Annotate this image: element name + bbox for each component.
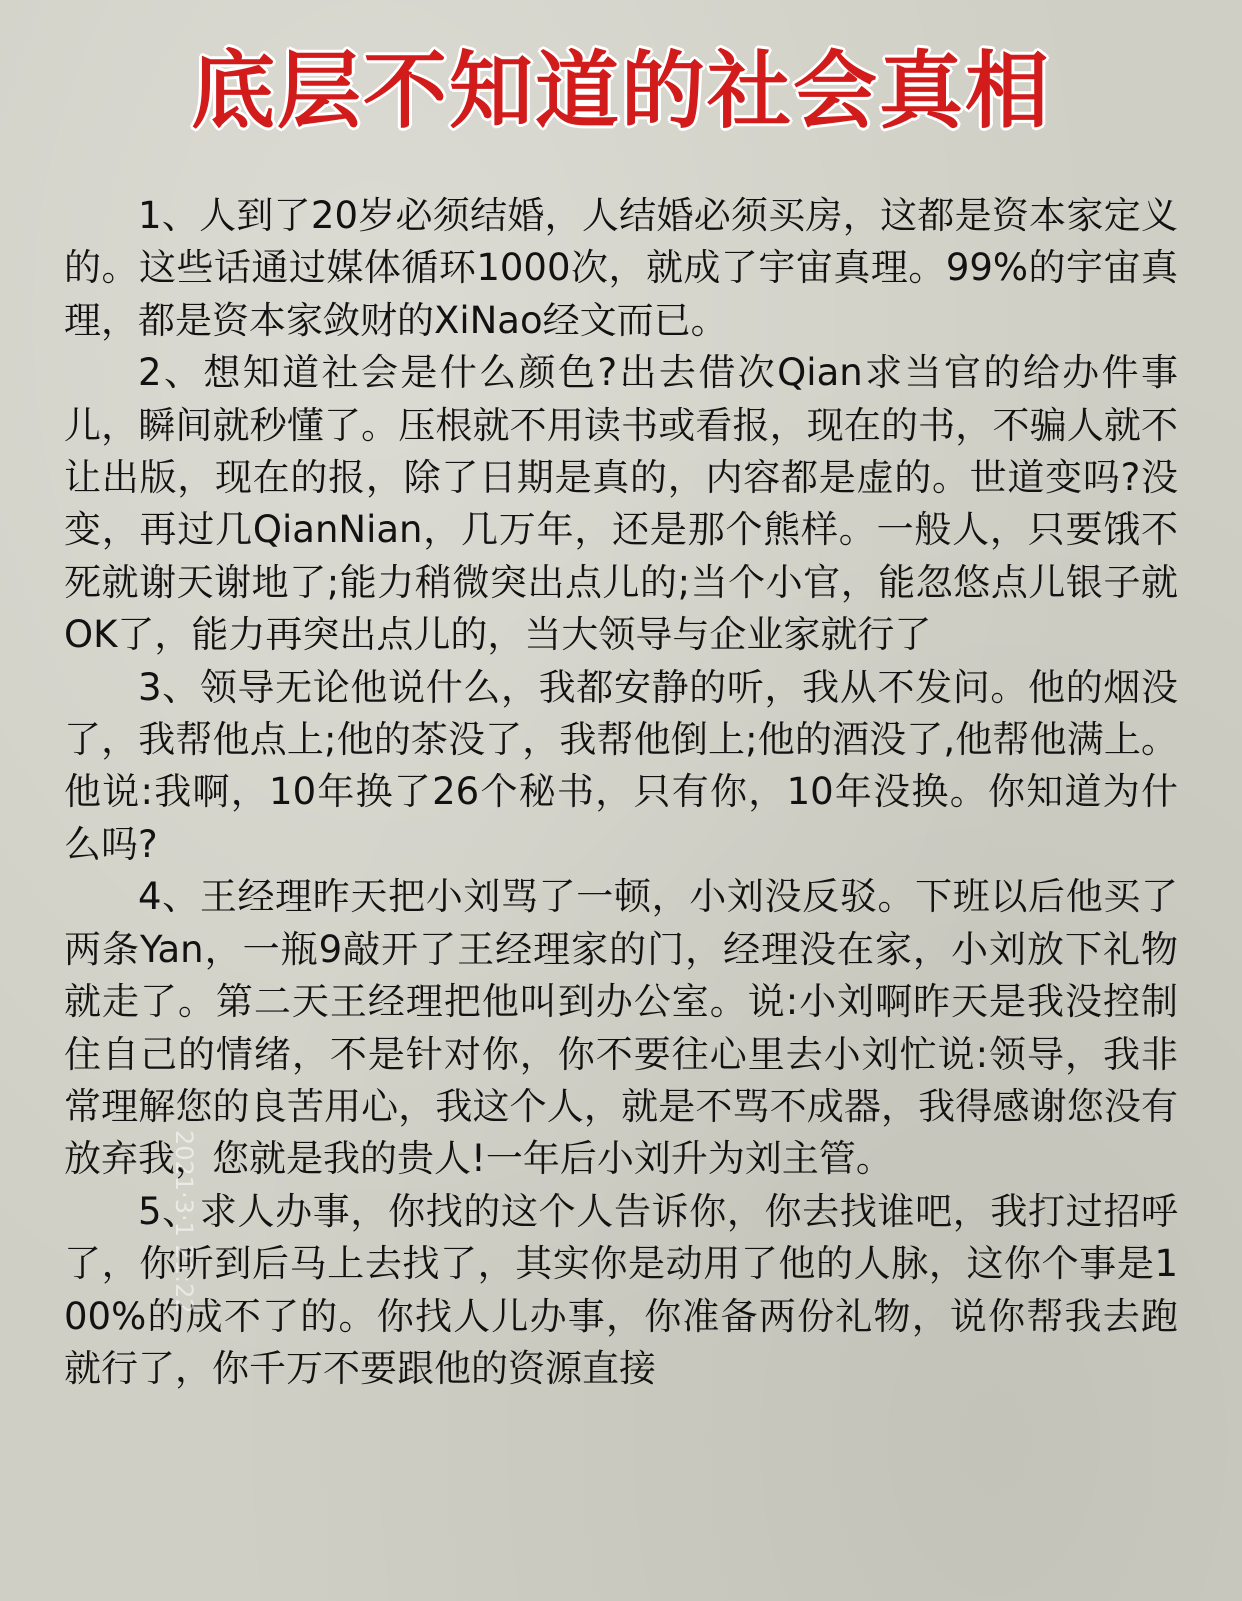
- timestamp-watermark: 2021·3·1 21:22: [170, 1130, 198, 1314]
- paragraph-5: 5、求人办事，你找的这个人告诉你，你去找谁吧，我打过招呼了，你听到后马上去找了，其实你是动用了他的人脉，这你个事是100%的成不了的。你找人儿办事，你准备两份礼物，说你帮我去跑就行了，你千万不要跟他的资源直接: [64, 1189, 1178, 1390]
- paragraph-4: 4、王经理昨天把小刘骂了一顿，小刘没反驳。下班以后他买了两条Yan，一瓶9敲开了王经理家的门，经理没在家，小刘放下礼物就走了。第二天王经理把他叫到办公室。说:小刘啊昨天是我没控制住自己的情绪，不是针对你，你不要往心里去小刘忙说:领导，我非常理解您的良苦用心，我这个人，就是不骂不成器，我得感谢您没有放弃我，您就是我的贵人!一年后小刘升为刘主管。: [64, 875, 1178, 1181]
- article-body: [64, 190, 1178, 1395]
- paragraph-2: 2、想知道社会是什么颜色?出去借次Qian求当官的给办件事儿，瞬间就秒懂了。压根就不用读书或看报，现在的书，不骗人就不让出版，现在的报，除了日期是真的，内容都是虚的。世道变吗?没变，再过几QianNian，几万年，还是那个熊样。一般人，只要饿不死就谢天谢地了;能力稍微突出点儿的;当个小官，能忽悠点儿银子就OK了，能力再突出点儿的，当大领导与企业家就行了: [64, 351, 1178, 657]
- paragraph-3: 3、领导无论他说什么，我都安静的听，我从不发问。他的烟没了，我帮他点上;他的茶没了，我帮他倒上;他的酒没了,他帮他满上。他说:我啊，10年换了26个秘书，只有你，10年没换。你知道为什么吗?: [64, 665, 1178, 866]
- page-title: 底层不知道的社会真相: [190, 42, 1051, 140]
- paragraph-1: 1、人到了20岁必须结婚，人结婚必须买房，这都是资本家定义的。这些话通过媒体循环1000次，就成了宇宙真理。99%的宇宙真理，都是资本家敛财的XiNao经文而已。: [64, 194, 1178, 342]
